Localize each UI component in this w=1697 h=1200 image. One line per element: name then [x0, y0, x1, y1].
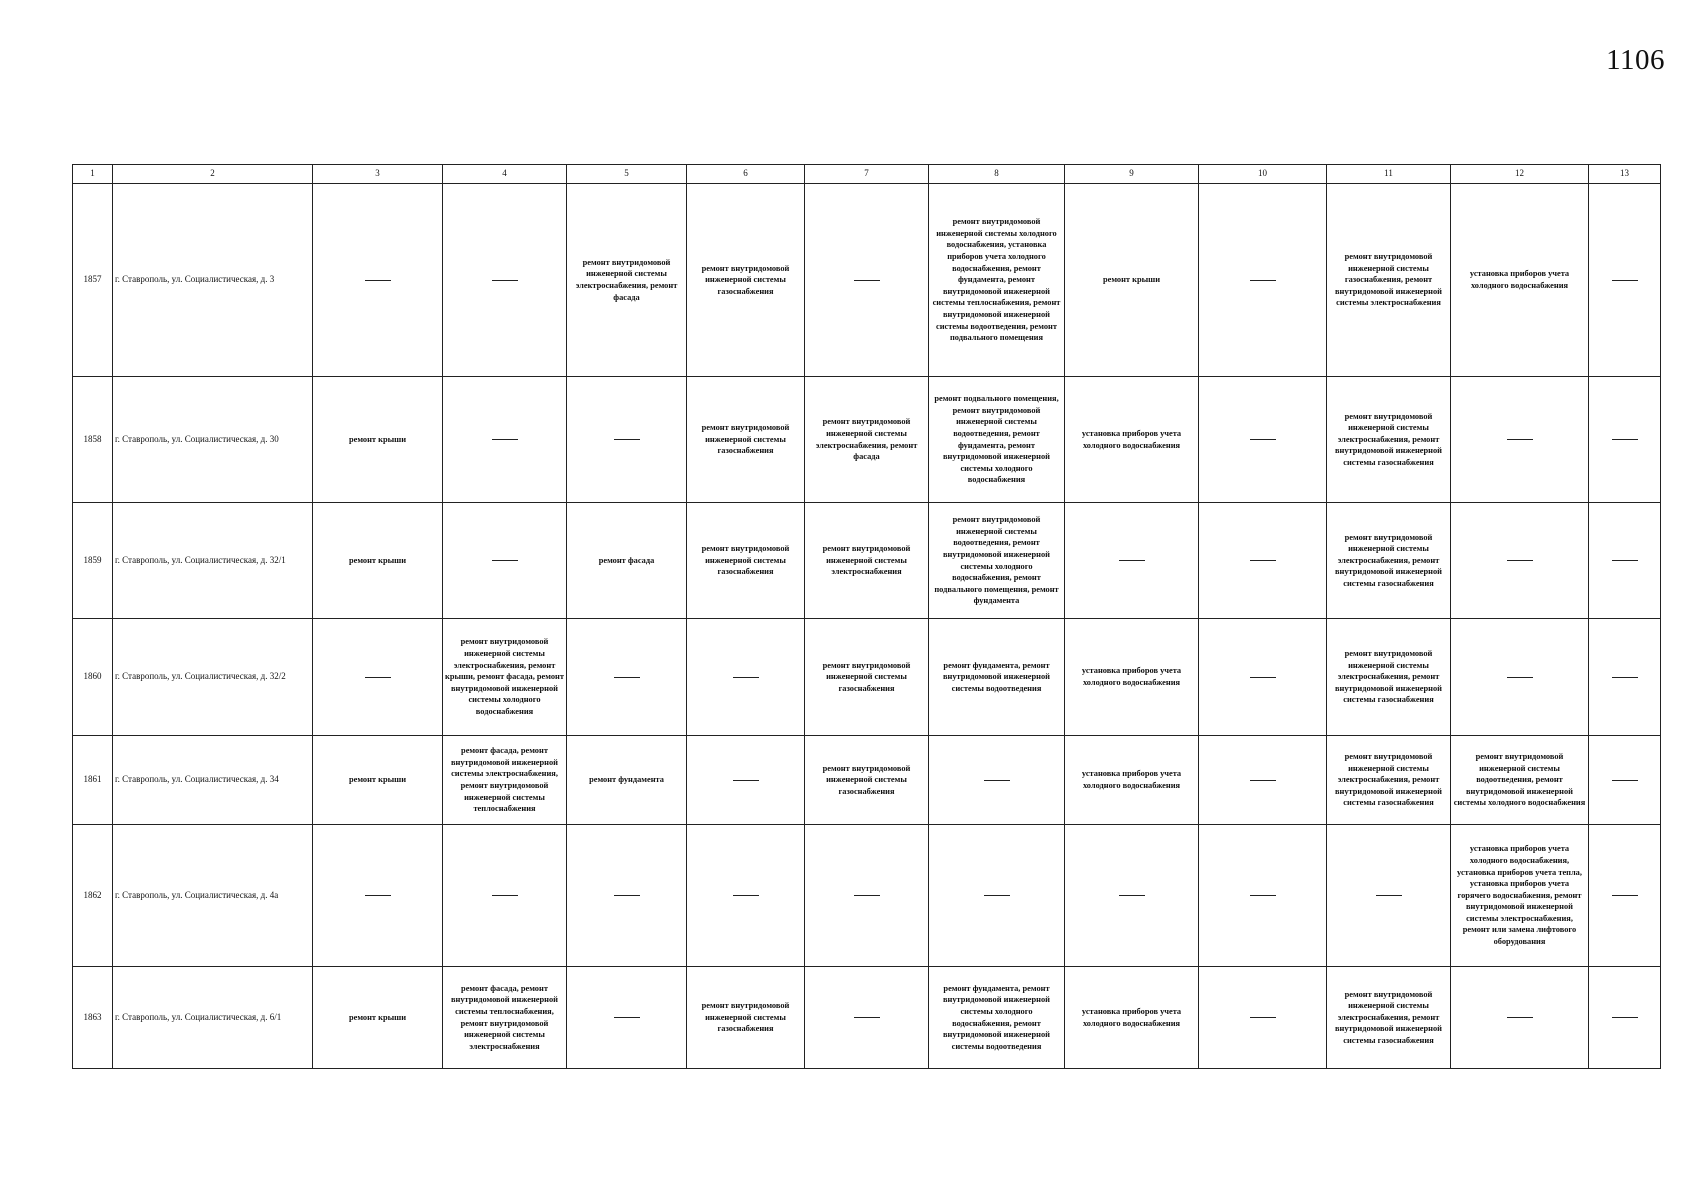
table-body: [73, 184, 1661, 1069]
work-cell-col-13: [1589, 503, 1661, 619]
work-cell-col-9: ремонт крыши: [1065, 184, 1199, 377]
work-cell-col-8: [929, 825, 1065, 967]
work-cell-col-3: ремонт крыши: [313, 377, 443, 503]
empty-dash: [1250, 280, 1276, 281]
column-header-1: 1: [73, 165, 113, 184]
work-cell-col-10: [1199, 736, 1327, 825]
work-cell-col-10: [1199, 967, 1327, 1069]
empty-dash: [1250, 895, 1276, 896]
repair-schedule-table: [72, 164, 1661, 1069]
empty-dash: [492, 895, 518, 896]
empty-dash: [365, 677, 391, 678]
work-cell-col-6: ремонт внутридомовой инженерной системы газоснабжения: [687, 967, 805, 1069]
empty-dash: [1612, 439, 1638, 440]
empty-dash: [492, 560, 518, 561]
work-cell-col-9: установка приборов учета холодного водоснабжения: [1065, 736, 1199, 825]
work-cell-col-11: ремонт внутридомовой инженерной системы электроснабжения, ремонт внутридомовой инженерной системы газоснабжения: [1327, 377, 1451, 503]
empty-dash: [1507, 439, 1533, 440]
table-row: [73, 967, 1661, 1069]
work-cell-col-4: [443, 377, 567, 503]
work-cell-col-7: ремонт внутридомовой инженерной системы электроснабжения, ремонт фасада: [805, 377, 929, 503]
work-cell-col-8: ремонт внутридомовой инженерной системы водоотведения, ремонт внутридомовой инженерной системы холодного водоснабжения, ремонт подвального помещения, ремонт фундамента: [929, 503, 1065, 619]
work-cell-col-7: ремонт внутридомовой инженерной системы электроснабжения: [805, 503, 929, 619]
address-cell: г. Ставрополь, ул. Социалистическая, д. 34: [113, 736, 313, 825]
empty-dash: [614, 1017, 640, 1018]
column-header-12: 12: [1451, 165, 1589, 184]
empty-dash: [1612, 560, 1638, 561]
work-cell-col-11: ремонт внутридомовой инженерной системы электроснабжения, ремонт внутридомовой инженерной системы газоснабжения: [1327, 619, 1451, 736]
column-header-7: 7: [805, 165, 929, 184]
empty-dash: [1119, 560, 1145, 561]
work-cell-col-12: установка приборов учета холодного водоснабжения, установка приборов учета тепла, установка приборов учета горячего водоснабжения, ремонт внутридомовой инженерной системы электроснабжения, ремонт или замена лифтового оборудования: [1451, 825, 1589, 967]
empty-dash: [1250, 1017, 1276, 1018]
work-cell-col-6: [687, 825, 805, 967]
work-cell-col-8: [929, 736, 1065, 825]
empty-dash: [614, 895, 640, 896]
work-cell-col-10: [1199, 825, 1327, 967]
work-cell-col-7: [805, 825, 929, 967]
row-number-cell: 1861: [73, 736, 113, 825]
empty-dash: [1250, 560, 1276, 561]
row-number-cell: 1857: [73, 184, 113, 377]
empty-dash: [984, 895, 1010, 896]
empty-dash: [1250, 439, 1276, 440]
work-cell-col-11: ремонт внутридомовой инженерной системы электроснабжения, ремонт внутридомовой инженерной системы газоснабжения: [1327, 736, 1451, 825]
work-cell-col-8: ремонт фундамента, ремонт внутридомовой инженерной системы холодного водоснабжения, ремонт внутридомовой инженерной системы водоотведения: [929, 967, 1065, 1069]
empty-dash: [1612, 895, 1638, 896]
empty-dash: [1612, 780, 1638, 781]
work-cell-col-10: [1199, 184, 1327, 377]
work-cell-col-9: установка приборов учета холодного водоснабжения: [1065, 619, 1199, 736]
work-cell-col-7: [805, 184, 929, 377]
work-cell-col-12: [1451, 377, 1589, 503]
column-header-3: 3: [313, 165, 443, 184]
work-cell-col-3: [313, 184, 443, 377]
work-cell-col-12: [1451, 967, 1589, 1069]
column-header-4: 4: [443, 165, 567, 184]
column-header-11: 11: [1327, 165, 1451, 184]
work-cell-col-3: ремонт крыши: [313, 503, 443, 619]
table-row: [73, 619, 1661, 736]
table-row: [73, 503, 1661, 619]
address-cell: г. Ставрополь, ул. Социалистическая, д. 3: [113, 184, 313, 377]
empty-dash: [1612, 1017, 1638, 1018]
work-cell-col-10: [1199, 619, 1327, 736]
work-cell-col-5: [567, 967, 687, 1069]
work-cell-col-7: [805, 967, 929, 1069]
empty-dash: [1250, 780, 1276, 781]
row-number-cell: 1862: [73, 825, 113, 967]
page-number: 1106: [1606, 44, 1665, 76]
work-cell-col-9: установка приборов учета холодного водоснабжения: [1065, 967, 1199, 1069]
work-cell-col-9: установка приборов учета холодного водоснабжения: [1065, 377, 1199, 503]
empty-dash: [1612, 280, 1638, 281]
address-cell: г. Ставрополь, ул. Социалистическая, д. 32/1: [113, 503, 313, 619]
empty-dash: [854, 1017, 880, 1018]
empty-dash: [733, 677, 759, 678]
work-cell-col-12: [1451, 619, 1589, 736]
table-row: [73, 377, 1661, 503]
work-cell-col-10: [1199, 503, 1327, 619]
work-cell-col-4: ремонт фасада, ремонт внутридомовой инженерной системы электроснабжения, ремонт внутридомовой инженерной системы теплоснабжения: [443, 736, 567, 825]
empty-dash: [733, 780, 759, 781]
empty-dash: [1376, 895, 1402, 896]
empty-dash: [614, 677, 640, 678]
work-cell-col-6: ремонт внутридомовой инженерной системы газоснабжения: [687, 503, 805, 619]
work-cell-col-13: [1589, 184, 1661, 377]
empty-dash: [854, 280, 880, 281]
work-cell-col-12: ремонт внутридомовой инженерной системы водоотведения, ремонт внутридомовой инженерной системы холодного водоснабжения: [1451, 736, 1589, 825]
empty-dash: [492, 280, 518, 281]
empty-dash: [1119, 895, 1145, 896]
work-cell-col-9: [1065, 825, 1199, 967]
work-cell-col-7: ремонт внутридомовой инженерной системы газоснабжения: [805, 736, 929, 825]
work-cell-col-13: [1589, 619, 1661, 736]
row-number-cell: 1858: [73, 377, 113, 503]
address-cell: г. Ставрополь, ул. Социалистическая, д. 30: [113, 377, 313, 503]
work-cell-col-3: ремонт крыши: [313, 736, 443, 825]
work-cell-col-10: [1199, 377, 1327, 503]
work-cell-col-3: ремонт крыши: [313, 967, 443, 1069]
column-header-10: 10: [1199, 165, 1327, 184]
work-cell-col-5: [567, 377, 687, 503]
work-cell-col-8: ремонт подвального помещения, ремонт внутридомовой инженерной системы водоотведения, ремонт фундамента, ремонт внутридомовой инженерной системы холодного водоснабжения: [929, 377, 1065, 503]
empty-dash: [1250, 677, 1276, 678]
work-cell-col-4: ремонт фасада, ремонт внутридомовой инженерной системы теплоснабжения, ремонт внутридомовой инженерной системы электроснабжения: [443, 967, 567, 1069]
column-header-6: 6: [687, 165, 805, 184]
column-header-2: 2: [113, 165, 313, 184]
work-cell-col-13: [1589, 736, 1661, 825]
table-row: [73, 184, 1661, 377]
work-cell-col-5: ремонт фасада: [567, 503, 687, 619]
work-cell-col-13: [1589, 825, 1661, 967]
work-cell-col-12: установка приборов учета холодного водоснабжения: [1451, 184, 1589, 377]
address-cell: г. Ставрополь, ул. Социалистическая, д. 4а: [113, 825, 313, 967]
address-cell: г. Ставрополь, ул. Социалистическая, д. 32/2: [113, 619, 313, 736]
column-header-9: 9: [1065, 165, 1199, 184]
empty-dash: [854, 895, 880, 896]
work-cell-col-8: ремонт внутридомовой инженерной системы холодного водоснабжения, установка приборов учета холодного водоснабжения, ремонт фундамента, ремонт внутридомовой инженерной системы теплоснабжения, ремонт внутридомовой инженерной системы водоотведения, ремонт подвального помещения: [929, 184, 1065, 377]
empty-dash: [984, 780, 1010, 781]
work-cell-col-11: ремонт внутридомовой инженерной системы газоснабжения, ремонт внутридомовой инженерной системы электроснабжения: [1327, 184, 1451, 377]
work-cell-col-4: [443, 184, 567, 377]
empty-dash: [1507, 1017, 1533, 1018]
empty-dash: [733, 895, 759, 896]
work-cell-col-7: ремонт внутридомовой инженерной системы газоснабжения: [805, 619, 929, 736]
work-cell-col-11: ремонт внутридомовой инженерной системы электроснабжения, ремонт внутридомовой инженерной системы газоснабжения: [1327, 503, 1451, 619]
work-cell-col-13: [1589, 967, 1661, 1069]
work-cell-col-6: [687, 619, 805, 736]
row-number-cell: 1859: [73, 503, 113, 619]
work-cell-col-12: [1451, 503, 1589, 619]
work-cell-col-11: ремонт внутридомовой инженерной системы электроснабжения, ремонт внутридомовой инженерной системы газоснабжения: [1327, 967, 1451, 1069]
work-cell-col-13: [1589, 377, 1661, 503]
work-cell-col-11: [1327, 825, 1451, 967]
empty-dash: [1612, 677, 1638, 678]
work-cell-col-4: [443, 825, 567, 967]
work-cell-col-9: [1065, 503, 1199, 619]
header-row: [73, 165, 1661, 184]
row-number-cell: 1863: [73, 967, 113, 1069]
work-cell-col-5: [567, 825, 687, 967]
empty-dash: [365, 895, 391, 896]
empty-dash: [1507, 677, 1533, 678]
work-cell-col-3: [313, 825, 443, 967]
work-cell-col-4: [443, 503, 567, 619]
work-cell-col-3: [313, 619, 443, 736]
empty-dash: [492, 439, 518, 440]
work-cell-col-6: ремонт внутридомовой инженерной системы газоснабжения: [687, 377, 805, 503]
row-number-cell: 1860: [73, 619, 113, 736]
column-header-5: 5: [567, 165, 687, 184]
work-cell-col-8: ремонт фундамента, ремонт внутридомовой инженерной системы водоотведения: [929, 619, 1065, 736]
column-header-13: 13: [1589, 165, 1661, 184]
address-cell: г. Ставрополь, ул. Социалистическая, д. 6/1: [113, 967, 313, 1069]
empty-dash: [1507, 560, 1533, 561]
table-row: [73, 825, 1661, 967]
work-cell-col-5: [567, 619, 687, 736]
empty-dash: [365, 280, 391, 281]
work-cell-col-6: [687, 736, 805, 825]
table-row: [73, 736, 1661, 825]
work-cell-col-5: ремонт внутридомовой инженерной системы электроснабжения, ремонт фасада: [567, 184, 687, 377]
work-cell-col-5: ремонт фундамента: [567, 736, 687, 825]
column-header-8: 8: [929, 165, 1065, 184]
work-cell-col-6: ремонт внутридомовой инженерной системы газоснабжения: [687, 184, 805, 377]
empty-dash: [614, 439, 640, 440]
work-cell-col-4: ремонт внутридомовой инженерной системы электроснабжения, ремонт крыши, ремонт фасада, ремонт внутридомовой инженерной системы холодного водоснабжения: [443, 619, 567, 736]
